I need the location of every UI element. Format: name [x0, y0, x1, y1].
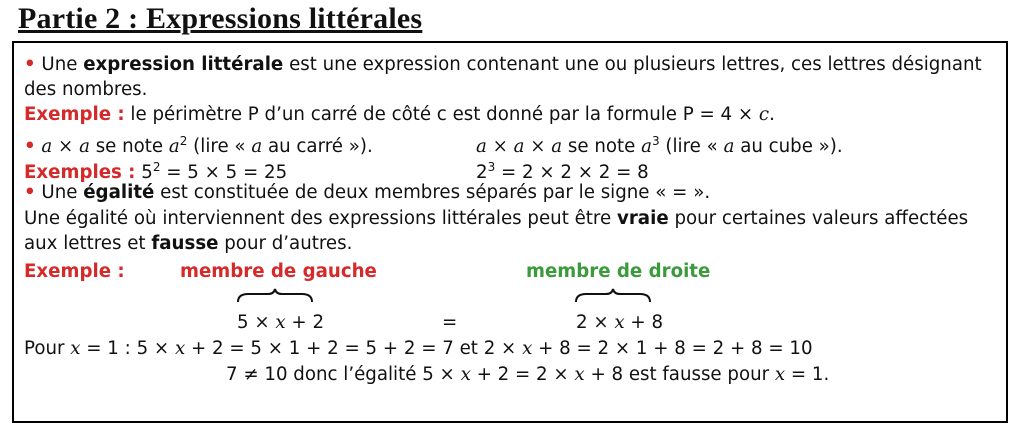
example-label-3 [24, 260, 125, 284]
text: = 1. [785, 364, 830, 385]
exponent: 2 [179, 134, 188, 148]
text: 7 ≠ 10 donc l’égalité 5 × [226, 364, 461, 385]
text: . [769, 104, 775, 125]
word-vraie: vraie [616, 208, 669, 229]
text: = 5 × 5 = 25 [160, 162, 288, 183]
base: a [641, 136, 652, 157]
variable: x [522, 338, 533, 359]
expression: a × a × a [476, 136, 563, 157]
conclusion-line [226, 363, 829, 387]
example-label: Exemple : [24, 261, 125, 282]
text: + 2 = 2 × [470, 364, 575, 385]
variable: c [758, 104, 770, 125]
text: pour d’autres. [218, 233, 353, 254]
exponent: 3 [651, 134, 660, 148]
definition-continuation: des nombres. [24, 79, 148, 100]
expression: a × a [41, 136, 90, 157]
text: + 8 est fausse pour [584, 364, 775, 385]
base: a [168, 136, 180, 157]
left-member [237, 311, 324, 335]
word-fausse: fausse [151, 233, 219, 254]
text: au cube »). [734, 136, 843, 157]
text: Pour [24, 338, 71, 359]
example-label: Exemple : [24, 104, 125, 125]
exponent: 2 [152, 160, 161, 174]
left-brace [236, 288, 314, 304]
bullet: • [24, 54, 36, 75]
right-member-label: membre de droite [526, 261, 711, 282]
text: pour certaines valeurs affectées [668, 208, 969, 229]
text: Une égalité où interviennent des expressions littérales peut être [24, 208, 617, 229]
example-perimeter [24, 103, 775, 127]
calculation-line [24, 337, 813, 361]
text: se note [89, 136, 169, 157]
bullet: • [24, 136, 36, 157]
variable: x [574, 364, 585, 385]
text: + 8 [624, 312, 664, 333]
text: le périmètre P d’un carré de côté c est donné par la formule P = 4 × [124, 104, 759, 125]
bullet: • [24, 182, 36, 203]
cube-base: 2 [476, 162, 488, 183]
right-brace [574, 288, 652, 304]
lesson-box [12, 41, 1008, 423]
left-member-label: membre de gauche [180, 261, 377, 282]
text: = 2 × 2 × 2 = 8 [495, 162, 649, 183]
text: + 8 = 2 × 1 + 8 = 2 + 8 = 10 [532, 338, 813, 359]
text: Une [35, 54, 84, 75]
variable: a [723, 136, 735, 157]
text: au carré »). [262, 136, 373, 157]
equals-sign: = [442, 312, 458, 333]
term-egalite: égalité [83, 182, 155, 203]
variable: x [774, 364, 786, 385]
text: 2 × [576, 312, 615, 333]
text: = 1 : 5 × [80, 338, 175, 359]
text: (lire « [659, 136, 724, 157]
variable: a [251, 136, 263, 157]
definition-line [24, 53, 982, 77]
page-title: Partie 2 : Expressions littérales [18, 2, 423, 35]
text: Une [35, 182, 84, 203]
text: aux lettres et [24, 233, 152, 254]
text: + 2 [285, 312, 325, 333]
equality-definition [24, 181, 710, 205]
paragraph-line-2 [24, 232, 352, 256]
text: + 2 = 5 × 1 + 2 = 5 + 2 = 7 et 2 × [185, 338, 523, 359]
square-base: 5 [135, 162, 153, 183]
right-member [576, 311, 663, 335]
text: 5 × [237, 312, 276, 333]
variable: x [70, 338, 81, 359]
variable: x [275, 312, 286, 333]
text: se note [562, 136, 642, 157]
variable: x [174, 338, 186, 359]
variable: x [614, 312, 625, 333]
exponent: 3 [487, 160, 496, 174]
text: est constituée de deux membres séparés par le signe « = ». [154, 182, 711, 203]
paragraph-line-1 [24, 207, 968, 231]
text: (lire « [187, 136, 252, 157]
text: est une expression contenant une ou plusieurs lettres, ces lettres désignant [283, 54, 982, 75]
variable: x [460, 364, 471, 385]
term-expression-litterale: expression littérale [83, 54, 284, 75]
examples-label: Exemples : [24, 162, 136, 183]
